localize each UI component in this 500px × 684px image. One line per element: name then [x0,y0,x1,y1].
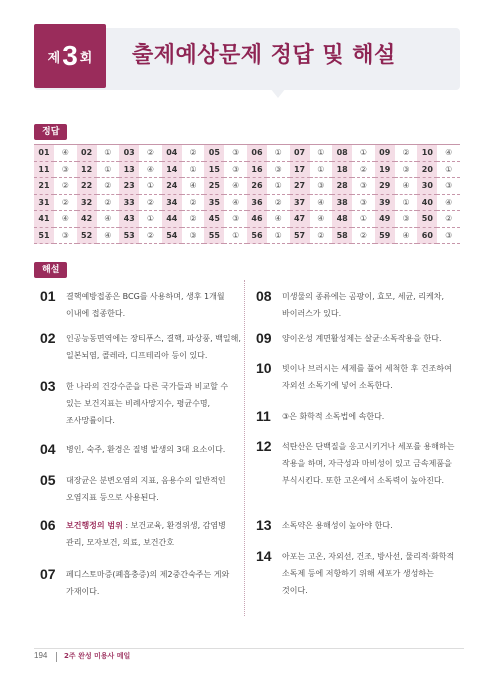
question-number: 03 [119,145,139,162]
answer-choice: ② [437,211,460,228]
explanation-text: 빗이나 브러시는 세제를 풀어 세척한 후 건조하여 자외선 소독기에 넣어 소독한다. [282,364,452,390]
question-number: 18 [332,161,352,178]
explanation-item [256,517,461,534]
question-number: 30 [417,178,437,195]
question-number: 26 [247,178,267,195]
answer-choice: ① [267,227,290,244]
explanation-item [256,360,461,394]
answer-choice: ② [54,178,77,195]
question-number: 59 [375,227,395,244]
page-number: 194 [34,651,48,660]
question-number: 45 [204,211,224,228]
answer-choice: ③ [267,161,290,178]
explanation-item [40,288,245,322]
question-number: 52 [77,227,97,244]
explanations-label: 해설 [34,262,67,278]
question-number: 38 [332,194,352,211]
question-number: 57 [290,227,310,244]
question-number: 08 [332,145,352,162]
question-number: 10 [417,145,437,162]
answer-choice: ② [182,145,205,162]
explanation-number: 08 [256,288,272,304]
question-number: 37 [290,194,310,211]
explanation-item [256,438,461,489]
answer-choice: ④ [54,211,77,228]
explanation-number: 14 [256,548,272,564]
answer-row [34,161,460,178]
question-number: 13 [119,161,139,178]
explanation-number: 03 [40,378,56,394]
answer-choice: ④ [139,161,162,178]
answer-choice: ③ [437,227,460,244]
question-number: 23 [119,178,139,195]
answer-choice: ② [182,211,205,228]
explanation-text: 페디스토마증(폐흡충증)의 제2중간숙주는 게와 가재이다. [66,570,230,596]
answer-choice: ② [310,227,333,244]
answer-choice: ① [310,145,333,162]
question-number: 43 [119,211,139,228]
answer-grid [34,144,460,244]
explanation-item [256,408,461,425]
explanation-text: 인공능동면역에는 장티푸스, 결핵, 파상풍, 백일해, 일본뇌염, 콜레라, 디프테리아 등이 있다. [66,334,241,360]
explanation-text: 결핵예방접종은 BCG를 사용하며, 생후 1개월 이내에 접종한다. [66,292,225,318]
answer-choice: ② [395,145,418,162]
answer-choice: ② [139,194,162,211]
explanation-body: : 보건교육, 환경위생, 감염병 관리, 모자보건, 의료, 보건간호 [66,521,226,547]
question-number: 29 [375,178,395,195]
question-number: 04 [162,145,182,162]
explanation-item [40,472,245,506]
question-number: 40 [417,194,437,211]
explanation-item [256,330,461,347]
answer-choice: ② [139,145,162,162]
explanation-number: 13 [256,517,272,533]
answer-choice: ③ [352,194,375,211]
answer-choice: ② [54,194,77,211]
answer-choice: ③ [224,211,247,228]
answer-choice: ④ [182,178,205,195]
question-number: 32 [77,194,97,211]
round-number: 3 [62,40,78,71]
explanation-item [40,566,245,600]
explanation-text: 아포는 고온, 자외선, 건조, 방사선, 물리적·화학적 소독제 등에 저항하기 위해 세포가 생성하는 것이다. [282,552,455,595]
question-number: 01 [34,145,54,162]
explanation-item [256,548,461,599]
answers-label: 정답 [34,124,67,140]
question-number: 28 [332,178,352,195]
answer-choice: ② [139,227,162,244]
question-number: 35 [204,194,224,211]
answer-choice: ④ [97,227,120,244]
explanation-highlight: 보건행정의 범위 [66,521,123,530]
answer-choice: ③ [54,161,77,178]
question-number: 54 [162,227,182,244]
question-number: 47 [290,211,310,228]
question-number: 09 [375,145,395,162]
question-number: 22 [77,178,97,195]
answer-choice: ③ [437,178,460,195]
explanation-item [40,330,245,364]
answer-choice: ① [97,161,120,178]
answer-choice: ① [224,227,247,244]
answer-choice: ④ [224,194,247,211]
answer-choice: ① [267,178,290,195]
explanation-text: 미생물의 종류에는 곰팡이, 효모, 세균, 리케차, 바이러스가 있다. [282,292,444,318]
answer-choice: ① [352,211,375,228]
question-number: 21 [34,178,54,195]
answer-choice: ① [139,211,162,228]
question-number: 06 [247,145,267,162]
answer-choice: ④ [224,178,247,195]
question-number: 20 [417,161,437,178]
answer-choice: ② [352,161,375,178]
explanation-number: 01 [40,288,56,304]
answer-choice: ② [97,178,120,195]
explanation-text: 병인, 숙주, 환경은 질병 발생의 3대 요소이다. [66,445,226,454]
answer-choice: ① [395,194,418,211]
question-number: 17 [290,161,310,178]
explanation-text: 양이온성 계면활성제는 살균·소독작용을 한다. [282,334,442,343]
page-footer [34,648,464,664]
answer-choice: ① [437,161,460,178]
answer-choice: ③ [224,161,247,178]
answer-choice: ② [352,227,375,244]
answer-row [34,194,460,211]
answer-choice: ② [267,194,290,211]
answer-choice: ① [97,145,120,162]
question-number: 42 [77,211,97,228]
question-number: 24 [162,178,182,195]
answer-choice: ④ [267,211,290,228]
question-number: 31 [34,194,54,211]
answer-choice: ③ [54,227,77,244]
round-badge [34,24,106,88]
question-number: 50 [417,211,437,228]
explanation-number: 07 [40,566,56,582]
answer-choice: ④ [310,211,333,228]
explanation-number: 02 [40,330,56,346]
round-prefix: 제 [47,50,61,66]
explanation-number: 04 [40,441,56,457]
answer-choice: ③ [182,227,205,244]
answer-choice: ④ [437,145,460,162]
question-number: 60 [417,227,437,244]
question-number: 51 [34,227,54,244]
explanation-item [40,517,245,551]
question-number: 16 [247,161,267,178]
answer-choice: ② [182,194,205,211]
answer-choice: ① [182,161,205,178]
explanation-number: 11 [256,408,271,424]
question-number: 05 [204,145,224,162]
answer-row [34,145,460,162]
question-number: 49 [375,211,395,228]
question-number: 44 [162,211,182,228]
answer-choice: ④ [310,194,333,211]
explanation-number: 09 [256,330,272,346]
answer-choice: ① [310,161,333,178]
question-number: 48 [332,211,352,228]
explanation-item [40,441,245,458]
answer-choice: ④ [97,211,120,228]
book-title: 2주 완성 미용사 메일 [64,652,131,660]
question-number: 15 [204,161,224,178]
answer-choice: ② [97,194,120,211]
question-number: 19 [375,161,395,178]
question-number: 56 [247,227,267,244]
chapter-header [34,24,460,90]
question-number: 07 [290,145,310,162]
explanation-number: 10 [256,360,272,376]
question-number: 53 [119,227,139,244]
answer-row [34,178,460,195]
question-number: 14 [162,161,182,178]
question-number: 58 [332,227,352,244]
question-number: 55 [204,227,224,244]
explanation-number: 06 [40,517,56,533]
question-number: 12 [77,161,97,178]
question-number: 27 [290,178,310,195]
explanation-text: 석탄산은 단백질을 응고시키거나 세포를 용해하는 작용을 하며, 자극성과 마비성이 있고 금속제품을 부식시킨다. 또한 고온에서 소독력이 높아진다. [282,442,455,485]
question-number: 02 [77,145,97,162]
answer-choice: ④ [54,145,77,162]
explanation-text: ③은 화학적 소독법에 속한다. [282,412,385,421]
explanation-text [66,517,245,551]
explanation-number: 05 [40,472,56,488]
question-number: 39 [375,194,395,211]
answer-choice: ① [267,145,290,162]
question-number: 34 [162,194,182,211]
question-number: 36 [247,194,267,211]
answer-choice: ④ [395,227,418,244]
explanation-text: 한 나라의 건강수준을 다른 국가들과 비교할 수 있는 보건지표는 비례사망지수, 평균수명, 조사망률이다. [66,382,229,425]
answer-choice: ③ [395,161,418,178]
question-number: 41 [34,211,54,228]
answer-choice: ④ [395,178,418,195]
page-title: 출제예상문제 정답 및 해설 [132,43,396,68]
header-pointer [270,88,286,98]
answer-choice: ① [139,178,162,195]
explanation-item [256,288,461,322]
answer-choice: ① [352,145,375,162]
answer-choice: ③ [352,178,375,195]
question-number: 11 [34,161,54,178]
question-number: 33 [119,194,139,211]
answer-row [34,227,460,244]
footer-separator [56,652,57,662]
answer-row [34,211,460,228]
explanation-number: 12 [256,438,272,454]
answer-choice: ③ [395,211,418,228]
answer-choice: ④ [437,194,460,211]
explanation-text: 소독약은 용해성이 높아야 한다. [282,521,393,530]
answer-choice: ③ [224,145,247,162]
round-suffix: 회 [79,50,93,66]
question-number: 25 [204,178,224,195]
question-number: 46 [247,211,267,228]
answer-choice: ③ [310,178,333,195]
explanation-text: 대장균은 분변오염의 지표, 음용수의 일반적인 오염지표 등으로 사용된다. [66,476,226,502]
explanation-item [40,378,245,429]
